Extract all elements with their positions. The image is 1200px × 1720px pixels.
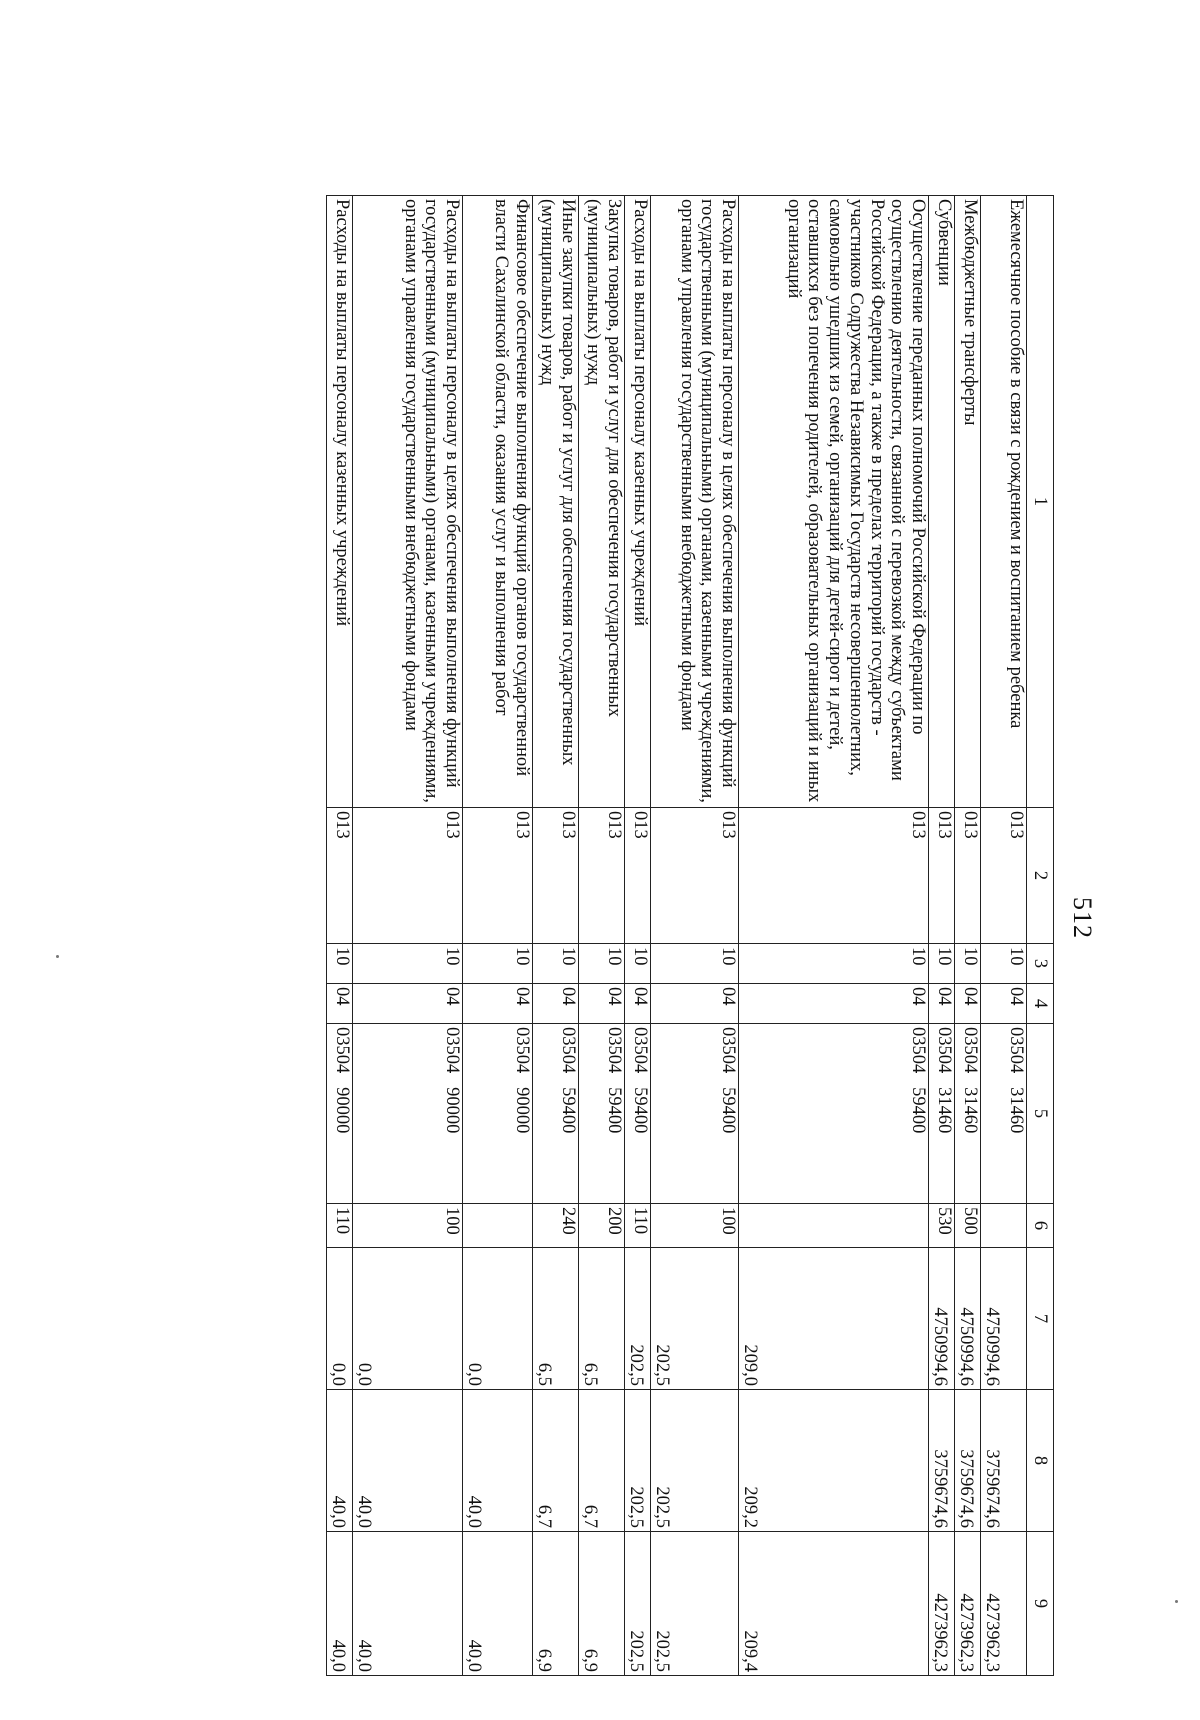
row-value-cell-c4: 04 [981, 984, 1027, 1024]
row-value-cell-c7: 4750994,6 [981, 1248, 1027, 1390]
header-cell: 7 [1027, 1248, 1054, 1390]
row-value-cell-c3: 10 [955, 944, 981, 984]
row-value-cell-c8: 6,7 [579, 1390, 625, 1532]
row-value-cell-c5: 03504 31460 [929, 1024, 955, 1204]
rotated-table-container [124, 195, 1054, 1675]
row-value-cell-c8: 3759674,6 [929, 1390, 955, 1532]
row-value-cell-c6: 100 [651, 1204, 739, 1248]
row-value-cell-c8: 202,5 [625, 1390, 651, 1532]
row-value-cell-c9: 209,4 [739, 1532, 929, 1676]
row-value-cell-c9: 6,9 [579, 1532, 625, 1676]
row-value-cell-c2: 013 [981, 808, 1027, 944]
row-value-cell-c8: 6,7 [533, 1390, 579, 1532]
header-cell: 9 [1027, 1532, 1054, 1676]
table-row [739, 196, 929, 1676]
row-value-cell-c4: 04 [463, 984, 533, 1024]
header-cell: 1 [1027, 196, 1054, 808]
table-body [327, 196, 1054, 1676]
row-value-cell-c4: 04 [739, 984, 929, 1024]
row-value-cell-c9: 4273962,3 [981, 1532, 1027, 1676]
row-value-cell-c4: 04 [625, 984, 651, 1024]
row-value-cell-c8: 40,0 [463, 1390, 533, 1532]
page-number: 512 [1068, 897, 1097, 939]
table-row [929, 196, 955, 1676]
row-value-cell-c6: 100 [353, 1204, 463, 1248]
table-row [579, 196, 625, 1676]
row-value-cell-c9: 40,0 [327, 1532, 353, 1676]
row-value-cell-c7: 4750994,6 [955, 1248, 981, 1390]
table-row [463, 196, 533, 1676]
row-value-cell-c7: 0,0 [463, 1248, 533, 1390]
row-value-cell-c3: 10 [625, 944, 651, 984]
row-value-cell-c4: 04 [651, 984, 739, 1024]
row-value-cell-c6: 110 [625, 1204, 651, 1248]
row-value-cell-c6 [981, 1204, 1027, 1248]
row-name-cell: Осуществление переданных полномочий Российской Федерации по осуществлению деятельности, связанной с перевозкой между субъектами Российской Федерации, а также в пределах территорий государств - участников Содружества Независимых Государств несовершеннолетних, самовольно ушедших из семей, организаций для детей-сирот и детей, оставшихся без попечения родителей, образовательных организаций и иных организаций [739, 196, 929, 808]
row-value-cell-c7: 6,5 [533, 1248, 579, 1390]
row-value-cell-c6: 500 [955, 1204, 981, 1248]
budget-table [326, 195, 1054, 1676]
row-value-cell-c3: 10 [981, 944, 1027, 984]
row-value-cell-c5: 03504 90000 [353, 1024, 463, 1204]
row-value-cell-c4: 04 [353, 984, 463, 1024]
table-row [981, 196, 1027, 1676]
header-cell: 6 [1027, 1204, 1054, 1248]
row-name-cell: Закупка товаров, работ и услуг для обеспечения государственных (муниципальных) нужд [579, 196, 625, 808]
row-value-cell-c4: 04 [327, 984, 353, 1024]
row-value-cell-c8: 202,5 [651, 1390, 739, 1532]
row-value-cell-c9: 6,9 [533, 1532, 579, 1676]
row-value-cell-c3: 10 [651, 944, 739, 984]
row-value-cell-c5: 03504 59400 [625, 1024, 651, 1204]
row-name-cell: Финансовое обеспечение выполнения функций органов государственной власти Сахалинской области, оказания услуг и выполнения работ [463, 196, 533, 808]
scan-speck [1175, 1600, 1178, 1603]
row-value-cell-c8: 3759674,6 [955, 1390, 981, 1532]
table-row [327, 196, 353, 1676]
table-row [353, 196, 463, 1676]
row-value-cell-c2: 013 [533, 808, 579, 944]
header-cell: 2 [1027, 808, 1054, 944]
row-name-cell: Расходы на выплаты персоналу в целях обеспечения выполнения функций государственными (муниципальными) органами, казенными учреждениями, органами управления государственными внебюджетными фондами [651, 196, 739, 808]
table-row [955, 196, 981, 1676]
row-value-cell-c7: 4750994,6 [929, 1248, 955, 1390]
table-row [651, 196, 739, 1676]
row-value-cell-c9: 202,5 [651, 1532, 739, 1676]
row-value-cell-c5: 03504 31460 [955, 1024, 981, 1204]
table-header-row [1027, 196, 1054, 1676]
row-value-cell-c9: 4273962,3 [929, 1532, 955, 1676]
header-cell: 8 [1027, 1390, 1054, 1532]
row-value-cell-c6: 240 [533, 1204, 579, 1248]
row-value-cell-c9: 40,0 [463, 1532, 533, 1676]
row-value-cell-c2: 013 [651, 808, 739, 944]
row-value-cell-c3: 10 [533, 944, 579, 984]
row-name-cell: Расходы на выплаты персоналу казенных учреждений [327, 196, 353, 808]
row-name-cell: Субвенции [929, 196, 955, 808]
row-value-cell-c8: 40,0 [353, 1390, 463, 1532]
row-value-cell-c4: 04 [533, 984, 579, 1024]
header-cell: 4 [1027, 984, 1054, 1024]
row-value-cell-c5: 03504 59400 [739, 1024, 929, 1204]
row-value-cell-c6 [463, 1204, 533, 1248]
row-value-cell-c3: 10 [579, 944, 625, 984]
row-value-cell-c5: 03504 59400 [651, 1024, 739, 1204]
row-value-cell-c7: 202,5 [625, 1248, 651, 1390]
row-value-cell-c3: 10 [353, 944, 463, 984]
row-value-cell-c2: 013 [463, 808, 533, 944]
row-value-cell-c7: 0,0 [353, 1248, 463, 1390]
row-name-cell: Ежемесячное пособие в связи с рождением и воспитанием ребенка [981, 196, 1027, 808]
row-value-cell-c3: 10 [739, 944, 929, 984]
row-value-cell-c2: 013 [955, 808, 981, 944]
row-value-cell-c2: 013 [353, 808, 463, 944]
row-value-cell-c7: 202,5 [651, 1248, 739, 1390]
row-value-cell-c6 [739, 1204, 929, 1248]
row-value-cell-c9: 40,0 [353, 1532, 463, 1676]
row-value-cell-c8: 209,2 [739, 1390, 929, 1532]
row-value-cell-c2: 013 [929, 808, 955, 944]
row-value-cell-c4: 04 [579, 984, 625, 1024]
row-value-cell-c7: 209,0 [739, 1248, 929, 1390]
row-value-cell-c7: 0,0 [327, 1248, 353, 1390]
row-value-cell-c2: 013 [625, 808, 651, 944]
row-value-cell-c5: 03504 90000 [463, 1024, 533, 1204]
row-value-cell-c3: 10 [929, 944, 955, 984]
row-value-cell-c3: 10 [463, 944, 533, 984]
row-value-cell-c2: 013 [739, 808, 929, 944]
table-row [625, 196, 651, 1676]
row-value-cell-c7: 6,5 [579, 1248, 625, 1390]
row-value-cell-c9: 202,5 [625, 1532, 651, 1676]
row-value-cell-c5: 03504 31460 [981, 1024, 1027, 1204]
row-value-cell-c6: 110 [327, 1204, 353, 1248]
row-name-cell: Иные закупки товаров, работ и услуг для обеспечения государственных (муниципальных) нужд [533, 196, 579, 808]
row-value-cell-c2: 013 [327, 808, 353, 944]
row-value-cell-c6: 200 [579, 1204, 625, 1248]
row-value-cell-c8: 40,0 [327, 1390, 353, 1532]
row-value-cell-c5: 03504 59400 [533, 1024, 579, 1204]
row-value-cell-c5: 03504 59400 [579, 1024, 625, 1204]
row-name-cell: Межбюджетные трансферты [955, 196, 981, 808]
scan-speck [56, 955, 59, 958]
row-value-cell-c2: 013 [579, 808, 625, 944]
header-cell: 3 [1027, 944, 1054, 984]
row-value-cell-c6: 530 [929, 1204, 955, 1248]
header-cell: 5 [1027, 1024, 1054, 1204]
row-value-cell-c8: 3759674,6 [981, 1390, 1027, 1532]
row-value-cell-c4: 04 [929, 984, 955, 1024]
row-value-cell-c5: 03504 90000 [327, 1024, 353, 1204]
row-value-cell-c9: 4273962,3 [955, 1532, 981, 1676]
row-value-cell-c3: 10 [327, 944, 353, 984]
row-name-cell: Расходы на выплаты персоналу в целях обеспечения выполнения функций государственными (муниципальными) органами, казенными учреждениями, органами управления государственными внебюджетными фондами [353, 196, 463, 808]
row-name-cell: Расходы на выплаты персоналу казенных учреждений [625, 196, 651, 808]
table-row [533, 196, 579, 1676]
row-value-cell-c4: 04 [955, 984, 981, 1024]
